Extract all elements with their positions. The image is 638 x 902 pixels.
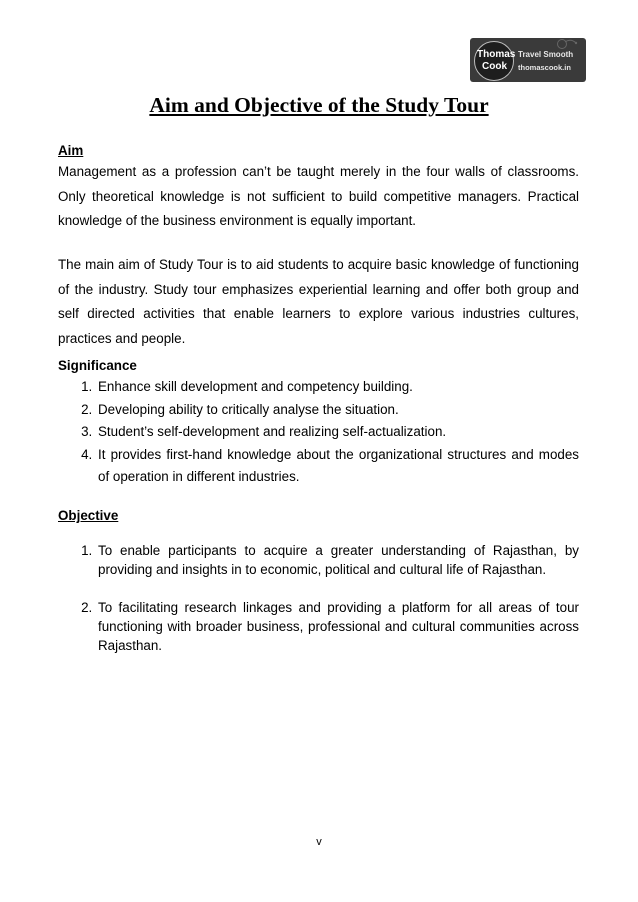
significance-item: 1. Enhance skill development and competency building. [96, 376, 579, 399]
aim-paragraph-1: Management as a profession can’t be taught merely in the four walls of classrooms. Only theoretical knowledge is not sufficient to build competitive managers. Practical knowledge of the business environment is equally important. [58, 164, 579, 228]
objective-list [58, 541, 579, 674]
globe-icon [556, 37, 578, 51]
significance-item: 2. Developing ability to critically analyse the situation. [96, 399, 579, 422]
significance-item: 4. It provides first-hand knowledge about the organizational structures and modes of operation in different industries. [96, 444, 579, 489]
aim-paragraph-2: The main aim of Study Tour is to aid students to acquire basic knowledge of functioning of the industry. Study tour emphasizes experiential learning and offer both group and self directed activities that enable learners to explore various industries cultures, practices and people. [58, 257, 579, 346]
logo-brand-line2: Cook [482, 61, 507, 72]
aim-heading: Aim [58, 143, 84, 158]
objective-item: 1. To enable participants to acquire a greater understanding of Rajasthan, by providing and insights in to economic, political and cultural life of Rajasthan. [96, 541, 579, 579]
logo-brand-line1: Thomas [477, 49, 516, 60]
significance-list [58, 376, 579, 489]
logo-tagline: Travel Smooth [518, 50, 574, 59]
logo-website: thomascook.in [518, 63, 571, 72]
significance-heading: Significance [58, 358, 137, 373]
page-title: Aim and Objective of the Study Tour [149, 93, 489, 117]
objective-heading: Objective [58, 508, 119, 523]
significance-item: 3. Student’s self-development and realizing self-actualization. [96, 421, 579, 444]
page-number: v [316, 836, 322, 848]
objective-item: 2. To facilitating research linkages and providing a platform for all areas of tour functioning with broader business, professional and cultural communities across Rajasthan. [96, 598, 579, 655]
